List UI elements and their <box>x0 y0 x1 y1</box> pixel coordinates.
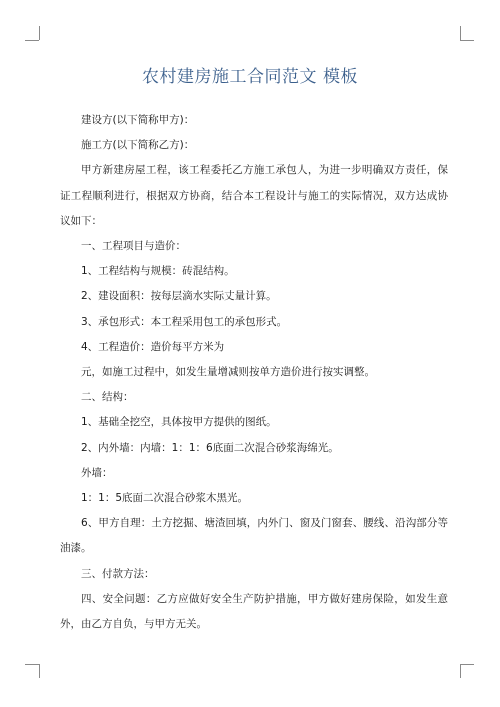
paragraph-safety: 四、安全问题：乙方应做好安全生产防护措施，甲方做好建房保险，如发生意外，由乙方自负，与甲方无关。 <box>60 592 448 631</box>
paragraph-cost-adjust: 元，如施工过程中，如发生量增减则按单方造价进行按实调整。 <box>81 366 375 379</box>
section-heading-2: 二、结构： <box>81 391 134 404</box>
paragraph-party-b: 施工方(以下简称乙方)： <box>81 139 195 152</box>
paragraph-contract-form: 3、承包形式：本工程采用包工的承包形式。 <box>81 315 288 328</box>
paragraph-owner-self: 6、甲方自理：土方挖掘、塘渣回填，内外门、窗及门窗套、腰线、沿沟部分等油漆。 <box>60 517 448 555</box>
paragraph-walls: 2、内外墙：内墙：1：1：6底面二次混合砂浆海绵光。 <box>81 441 339 454</box>
section-heading-1: 一、工程项目与造价： <box>81 240 186 253</box>
paragraph-foundation: 1、基础全挖空，具体按甲方提供的图纸。 <box>81 416 277 429</box>
section-heading-3: 三、付款方法： <box>81 567 155 580</box>
paragraph-structure: 1、工程结构与规模：砖混结构。 <box>81 265 235 278</box>
document-body <box>60 108 448 637</box>
paragraph-intro: 甲方新建房屋工程，该工程委托乙方施工承包人，为进一步明确双方责任，保证工程顺利进行，根据双方协商，结合本工程设计与施工的实际情况，双方达成协议如下： <box>60 164 448 227</box>
paragraph-exterior-wall-mix: 1：1：5底面二次混合砂浆木黑光。 <box>81 492 249 505</box>
document-title: 农村建房施工合同范文 模板 <box>142 67 358 87</box>
paragraph-area: 2、建设面积：按每层滴水实际丈量计算。 <box>81 290 277 303</box>
paragraph-exterior-wall-label: 外墙： <box>81 466 113 479</box>
paragraph-party-a: 建设方(以下简称甲方)： <box>81 114 195 126</box>
paragraph-cost: 4、工程造价：造价每平方米为 <box>81 340 225 353</box>
